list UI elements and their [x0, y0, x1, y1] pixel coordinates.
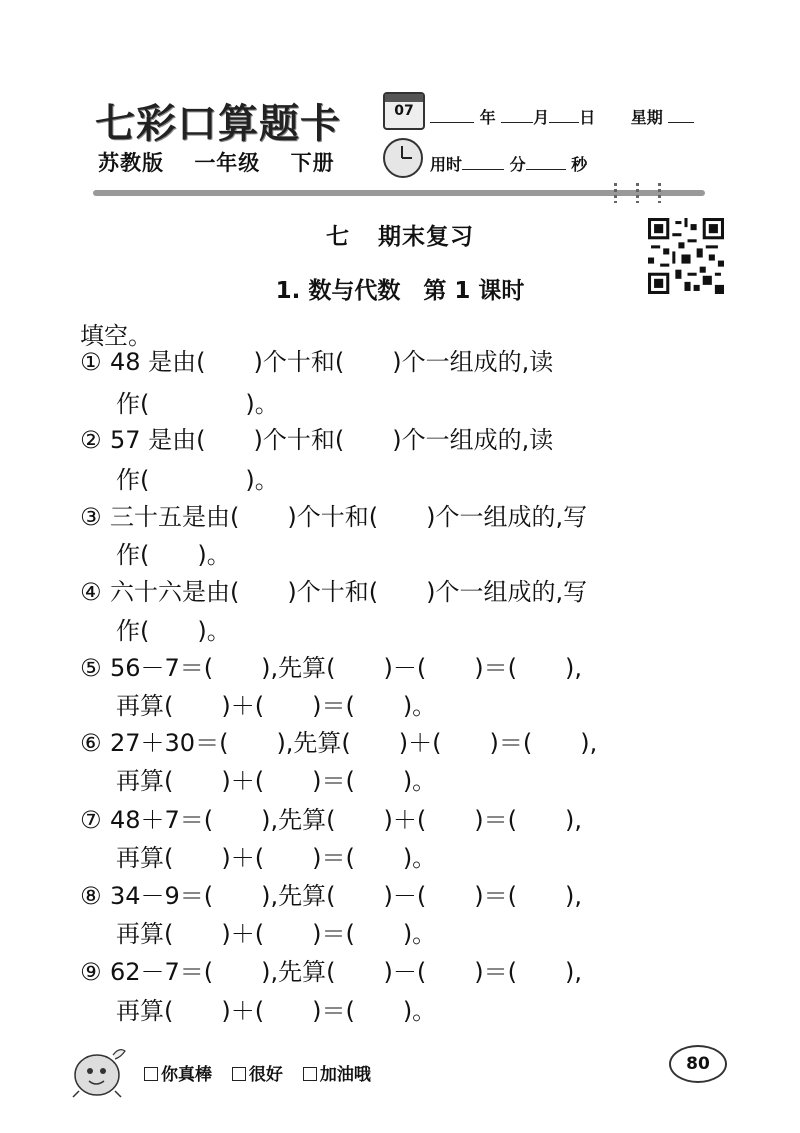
lesson-title: 1. 数与代数 第 1 课时 — [275, 278, 525, 304]
minutes-blank[interactable] — [462, 155, 504, 170]
checkbox-icon[interactable] — [144, 1067, 158, 1081]
qr-code-icon[interactable] — [648, 218, 724, 294]
month-blank[interactable] — [501, 108, 533, 123]
question-3-line-1: ③ 三十五是由( )个十和( )个一组成的,写 — [80, 503, 588, 531]
question-9-line-1: ⑨ 62－7＝( ),先算( )－( )＝( ), — [80, 958, 582, 986]
question-8-line-2: 再算( )＋( )＝( )。 — [116, 920, 437, 948]
question-5-line-1: ⑤ 56－7＝( ),先算( )－( )＝( ), — [80, 654, 582, 682]
clock-icon — [383, 138, 423, 178]
year-blank[interactable] — [430, 108, 474, 123]
question-7-line-2: 再算( )＋( )＝( )。 — [116, 844, 437, 872]
question-1-line-2: 作( )。 — [116, 390, 279, 418]
brand-title: 七彩口算题卡 — [95, 100, 341, 147]
rating-option-keep-going[interactable]: 加油哦 — [303, 1065, 371, 1085]
question-4-line-2: 作( )。 — [116, 617, 231, 645]
seconds-blank[interactable] — [526, 155, 566, 170]
question-1-line-1: ① 48 是由( )个十和( )个一组成的,读 — [80, 348, 554, 376]
question-3-line-2: 作( )。 — [116, 541, 231, 569]
question-9-line-2: 再算( )＋( )＝( )。 — [116, 997, 437, 1025]
instruction: 填空。 — [80, 322, 152, 350]
volume: 下册 — [290, 151, 335, 175]
question-5-line-2: 再算( )＋( )＝( )。 — [116, 692, 437, 720]
calendar-day: 07 — [394, 103, 414, 119]
question-7-line-1: ⑦ 48＋7＝( ),先算( )＋( )＝( ), — [80, 806, 582, 834]
question-2-line-1: ② 57 是由( )个十和( )个一组成的,读 — [80, 426, 554, 454]
mascot-icon — [65, 1035, 135, 1100]
grade: 一年级 — [194, 151, 261, 175]
rating-option-good[interactable]: 很好 — [232, 1065, 283, 1085]
question-6-line-1: ⑥ 27＋30＝( ),先算( )＋( )＝( ), — [80, 729, 598, 757]
edition-line — [98, 147, 357, 177]
rating-option-great[interactable]: 你真棒 — [144, 1065, 212, 1085]
checkbox-icon[interactable] — [303, 1067, 317, 1081]
decorative-dots — [604, 183, 674, 205]
time-fields: 用时 分 秒 — [430, 155, 588, 174]
calendar-icon — [383, 92, 425, 130]
date-fields: 年 月 日 星期 — [430, 105, 694, 128]
day-blank[interactable] — [549, 108, 579, 123]
question-6-line-2: 再算( )＋( )＝( )。 — [116, 767, 437, 795]
question-8-line-1: ⑧ 34－9＝( ),先算( )－( )＝( ), — [80, 882, 582, 910]
question-2-line-2: 作( )。 — [116, 466, 279, 494]
weekday-blank[interactable] — [668, 108, 694, 123]
checkbox-icon[interactable] — [232, 1067, 246, 1081]
self-rating — [144, 1060, 385, 1085]
chapter-title: 七 期末复习 — [326, 224, 474, 250]
edition: 苏教版 — [98, 151, 164, 175]
page-number: 80 — [669, 1045, 727, 1083]
question-4-line-1: ④ 六十六是由( )个十和( )个一组成的,写 — [80, 578, 588, 606]
